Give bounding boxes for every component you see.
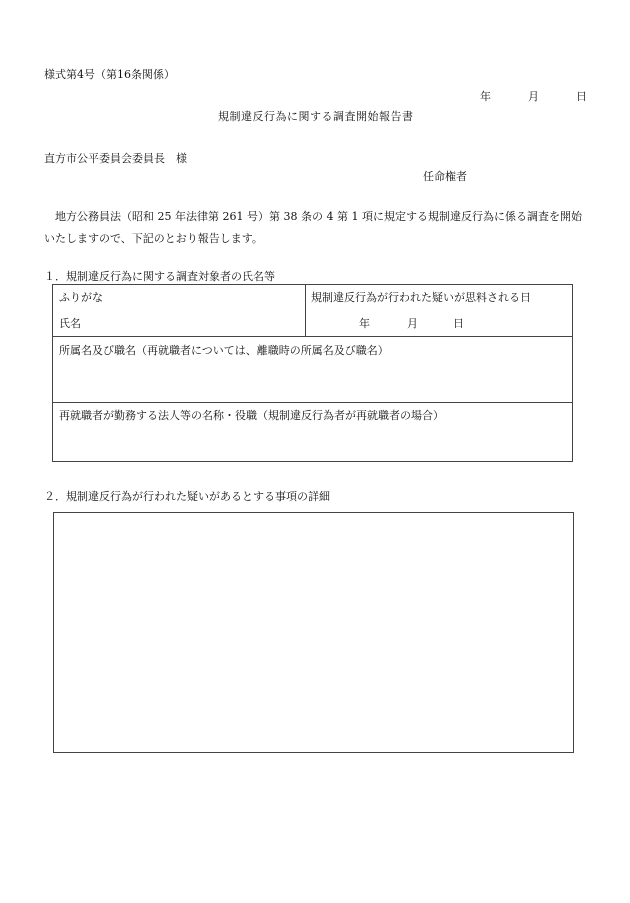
affiliation-label: 所属名及び職名（再就職者については、離職時の所属名及び職名）	[59, 344, 389, 357]
date-line	[480, 88, 587, 104]
furigana-label: ふりがな	[59, 291, 103, 304]
details-box	[53, 512, 574, 753]
date-day-label: 日	[576, 90, 587, 103]
suspected-date-label: 規制違反行為が行われた疑いが思料される日	[311, 291, 531, 304]
suspected-date-day: 日	[453, 317, 464, 330]
document-title: 規制違反行為に関する調査開始報告書	[218, 110, 414, 123]
suspected-date-month: 月	[407, 317, 418, 330]
subject-info-table	[52, 284, 573, 462]
body-paragraph: 地方公務員法（昭和 25 年法律第 261 号）第 38 条の 4 第 1 項に規定する規制違反行為に係る調査を開始いたしますので、下記のとおり報告します。	[44, 210, 582, 245]
section1-heading: １．規制違反行為に関する調査対象者の氏名等	[44, 270, 275, 283]
row2-bottom-border	[53, 402, 572, 403]
addressee: 直方市公平委員会委員長 様	[44, 152, 187, 165]
section2-heading: ２．規制違反行為が行われた疑いがあるとする事項の詳細	[44, 490, 330, 503]
sender: 任命権者	[423, 170, 467, 183]
suspected-date-year: 年	[359, 317, 370, 330]
reemployer-label: 再就職者が勤務する法人等の名称・役職（規制違反行為者が再就職者の場合）	[59, 409, 444, 422]
row1-divider	[305, 285, 306, 336]
form-number: 様式第4号（第16条関係）	[44, 68, 175, 81]
row1-bottom-border	[53, 336, 572, 337]
name-label: 氏名	[59, 317, 81, 330]
date-month-label: 月	[528, 90, 539, 103]
date-year-label: 年	[480, 90, 491, 103]
